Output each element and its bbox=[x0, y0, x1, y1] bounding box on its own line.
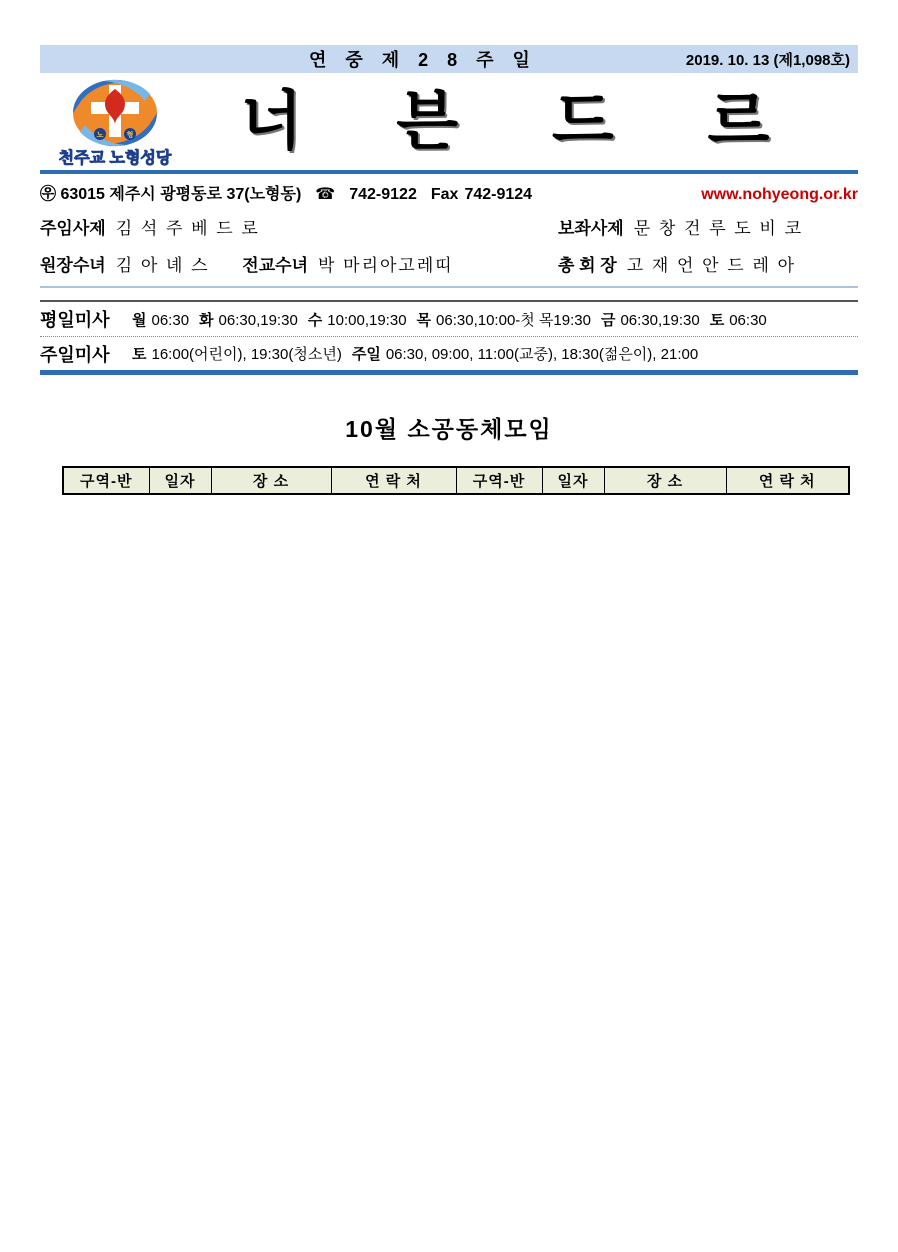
masthead bbox=[40, 75, 858, 169]
superior-name: 김 아 녜 스 bbox=[115, 256, 210, 275]
mass-time-value: 06:30 bbox=[151, 311, 190, 329]
svg-text:노: 노 bbox=[96, 132, 104, 139]
sunday-week-title: 연 중 제 2 8 주 일 bbox=[308, 50, 537, 70]
sunday-mass-row bbox=[40, 336, 858, 370]
mass-day-label: 월 bbox=[132, 311, 147, 329]
mass-schedule bbox=[40, 300, 858, 375]
mass-time-value: 06:30 bbox=[729, 311, 767, 329]
phone-icon: ☎ bbox=[315, 186, 336, 203]
fax-label: Fax bbox=[430, 186, 459, 203]
divider-thin-blue bbox=[40, 286, 858, 288]
weekday-mass-label: 평일미사 bbox=[40, 310, 110, 330]
col-header-place: 장 소 bbox=[604, 467, 726, 494]
mass-time-value: 06:30, 09:00, 11:00(교중), 18:30(젊은이), 21:00 bbox=[385, 346, 699, 363]
postal-address: ㉾ 63015 제주시 광평동로 37(노형동) bbox=[40, 186, 302, 203]
bulletin-title: 너 븐 드 르 bbox=[240, 85, 808, 157]
mission-label: 전교수녀 bbox=[242, 256, 308, 275]
issue-date: 2019. 10. 13 (제1,098호) bbox=[685, 51, 850, 69]
weekday-mass-row bbox=[40, 302, 858, 336]
mass-time-value: 06:30,19:30 bbox=[218, 311, 298, 329]
col-header-zone: 구역-반 bbox=[456, 467, 542, 494]
col-header-place: 장 소 bbox=[211, 467, 331, 494]
col-header-contact: 연 락 처 bbox=[726, 467, 849, 494]
community-meeting-table bbox=[62, 466, 850, 495]
fax-number: 742-9124 bbox=[464, 186, 533, 203]
weekday-mass-times bbox=[132, 309, 767, 330]
pastor-name: 김 석 주 베 드 로 bbox=[115, 219, 260, 238]
clergy-block bbox=[40, 214, 858, 276]
mass-time-value: 10:00,19:30 bbox=[327, 311, 407, 329]
address-line bbox=[40, 181, 858, 204]
pastor-label: 주임사제 bbox=[40, 219, 106, 238]
phone-number: 742-9122 bbox=[349, 186, 417, 203]
mass-day-label: 화 bbox=[199, 311, 214, 329]
col-header-zone: 구역-반 bbox=[63, 467, 149, 494]
president-name: 고 재 언 안 드 레 아 bbox=[626, 256, 797, 275]
sisters bbox=[40, 251, 558, 276]
sunday-mass-label: 주일미사 bbox=[40, 344, 110, 365]
col-header-date: 일자 bbox=[542, 467, 604, 494]
website-url: www.nohyeong.or.kr bbox=[701, 186, 858, 203]
mission-name: 박 마리아고레띠 bbox=[318, 256, 454, 275]
table-header-row bbox=[63, 467, 849, 494]
col-header-date: 일자 bbox=[149, 467, 211, 494]
assistant-label: 보좌사제 bbox=[558, 219, 624, 238]
mass-day-label: 금 bbox=[600, 311, 616, 329]
sunday-mass-times bbox=[132, 343, 698, 364]
superior-label: 원장수녀 bbox=[40, 256, 106, 275]
assistant-name: 문 창 건 루 도 비 코 bbox=[633, 219, 803, 238]
mass-time-value: 16:00(어린이), 19:30(청소년) bbox=[151, 346, 342, 363]
church-logo bbox=[40, 77, 190, 174]
mass-day-label: 토 bbox=[132, 346, 147, 363]
svg-text:형: 형 bbox=[126, 132, 134, 139]
president bbox=[558, 251, 858, 276]
mass-time-value: 06:30,19:30 bbox=[620, 311, 700, 329]
mass-day-label: 수 bbox=[307, 311, 323, 329]
logo-church-name: 천주교 노형성당 bbox=[58, 150, 172, 167]
mass-day-label: 목 bbox=[416, 311, 432, 329]
pastor bbox=[40, 214, 558, 239]
assistant-pastor bbox=[558, 214, 858, 239]
mass-time-value: 06:30,10:00-첫 목19:30 bbox=[436, 311, 591, 329]
mass-day-label: 주일 bbox=[351, 346, 381, 363]
mass-day-label: 토 bbox=[709, 311, 725, 329]
meeting-table-title: 10월 소공동체모임 bbox=[345, 416, 553, 442]
header-band bbox=[40, 45, 858, 73]
col-header-contact: 연 락 처 bbox=[331, 467, 456, 494]
president-label: 총 회 장 bbox=[558, 256, 617, 275]
church-emblem-icon bbox=[50, 77, 180, 169]
